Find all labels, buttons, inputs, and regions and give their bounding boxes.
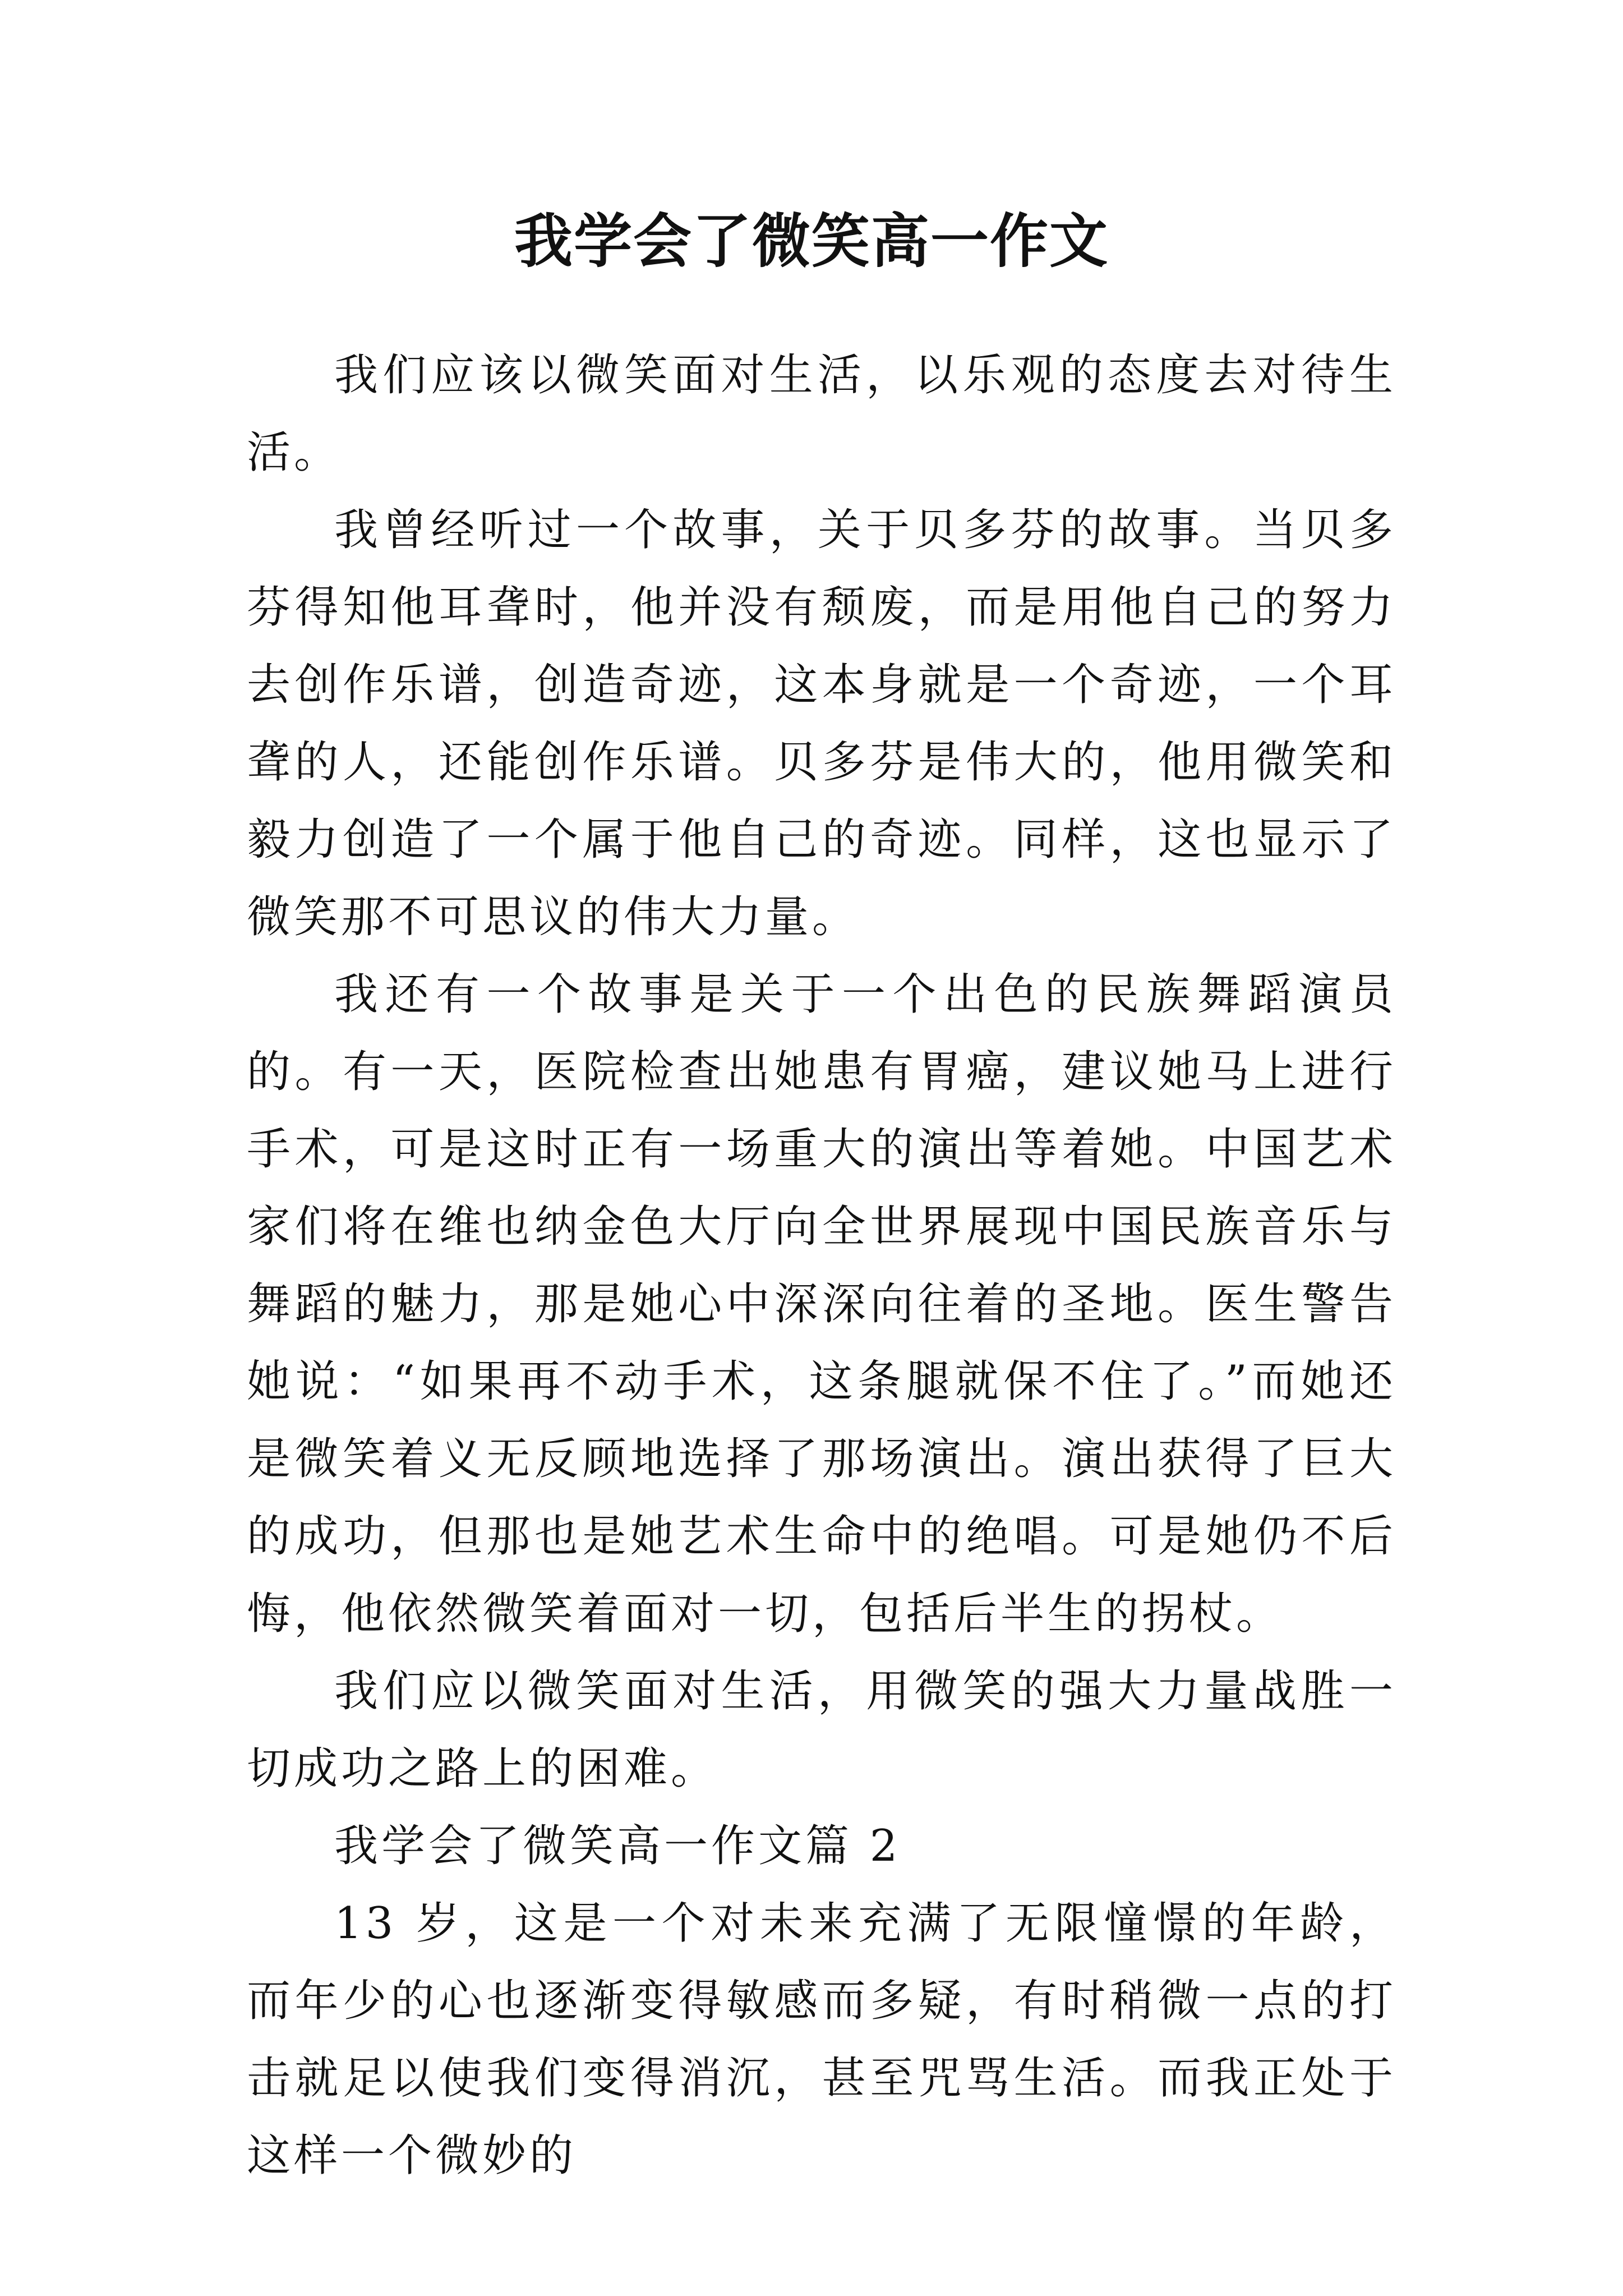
document-body [247, 337, 1396, 2194]
section-heading-2: 我学会了微笑高一作文篇 2 [334, 1821, 901, 1871]
paragraph-1: 我们应该以微笑面对生活，以乐观的态度去对待生活。 [247, 350, 1396, 478]
paragraph-3: 我还有一个故事是关于一个出色的民族舞蹈演员的。有一天，医院检查出她患有胃癌，建议她马上进行手术，可是这时正有一场重大的演出等着她。中国艺术家们将在维也纳金色大厅向全世界展现中国民族音乐与舞蹈的魅力，那是她心中深深向往着的圣地。医生警告她说：“如果再不动手术，这条腿就保不住了。”而她还是微笑着义无反顾地选择了那场演出。演出获得了巨大的成功，但那也是她艺术生命中的绝唱。可是她仍不后悔，他依然微笑着面对一切，包括后半生的拐杖。 [247, 969, 1396, 1639]
document-title: 我学会了微笑高一作文 [514, 206, 1109, 275]
paragraph-5: 13 岁，这是一个对未来充满了无限憧憬的年龄，而年少的心也逐渐变得敏感而多疑，有时稍微一点的打击就足以使我们变得消沉，甚至咒骂生活。而我正处于这样一个微妙的 [247, 1898, 1396, 2181]
paragraph-2: 我曾经听过一个故事，关于贝多芬的故事。当贝多芬得知他耳聋时，他并没有颓废，而是用他自己的努力去创作乐谱，创造奇迹，这本身就是一个奇迹，一个耳聋的人，还能创作乐谱。贝多芬是伟大的，他用微笑和毅力创造了一个属于他自己的奇迹。同样，这也显示了微笑那不可思议的伟大力量。 [247, 505, 1396, 942]
paragraph-4: 我们应以微笑面对生活，用微笑的强大力量战胜一切成功之路上的困难。 [247, 1666, 1396, 1794]
